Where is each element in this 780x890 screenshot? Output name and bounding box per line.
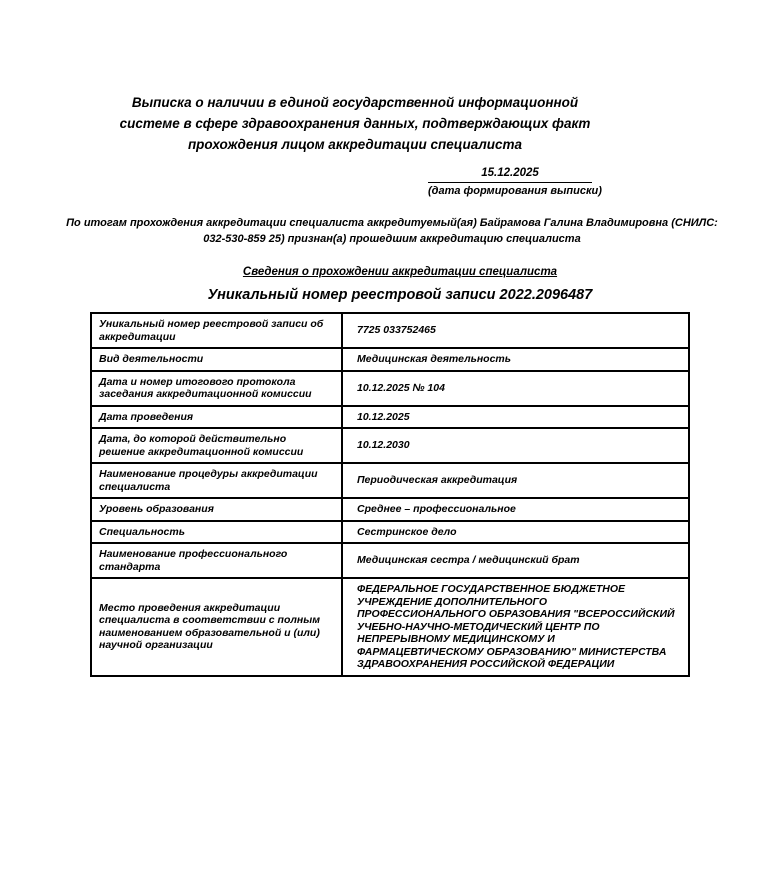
row-label: Дата проведения — [91, 406, 342, 429]
formation-date-value: 15.12.2025 — [481, 167, 539, 179]
document-title-line: системе в сфере здравоохранения данных, подтверждающих факт — [119, 116, 591, 131]
row-value: ФЕДЕРАЛЬНОЕ ГОСУДАРСТВЕННОЕ БЮДЖЕТНОЕ УЧРЕЖДЕНИЕ ДОПОЛНИТЕЛЬНОГО ПРОФЕССИОНАЛЬНОГО ОБРАЗОВАНИЯ "ВСЕРОССИЙСКИЙ УЧЕБНО-НАУЧНО-МЕТОДИЧЕСКИЙ ЦЕНТР ПО НЕПРЕРЫВНОМУ МЕДИЦИНСКОМУ И ФАРМАЦЕВТИЧЕСКОМУ ОБРАЗОВАНИЮ" МИНИСТЕРСТВА ЗДРАВООХРАНЕНИЯ РОССИЙСКОЙ ФЕДЕРАЦИИ — [342, 578, 689, 676]
row-label: Наименование профессионального стандарта — [91, 543, 342, 578]
row-value: 7725 033752465 — [342, 313, 689, 348]
table-row — [91, 406, 689, 429]
formation-date-caption: (дата формирования выписки) — [428, 185, 602, 197]
row-value: Среднее – профессиональное — [342, 498, 689, 521]
row-value: 10.12.2025 № 104 — [342, 371, 689, 406]
section-heading: Сведения о прохождении аккредитации специалиста — [242, 266, 558, 278]
row-label: Уровень образования — [91, 498, 342, 521]
table-row — [91, 428, 689, 463]
table-row — [91, 498, 689, 521]
table-row — [91, 371, 689, 406]
row-value: Периодическая аккредитация — [342, 463, 689, 498]
formation-date-block — [428, 167, 602, 197]
table-row — [91, 543, 689, 578]
intro-line: 032-530-859 25) признан(а) прошедшим аккредитацию специалиста — [203, 232, 581, 245]
row-value: Медицинская деятельность — [342, 348, 689, 371]
row-value: Медицинская сестра / медицинский брат — [342, 543, 689, 578]
document-title-line: прохождения лицом аккредитации специалиста — [187, 137, 523, 152]
document-title-line: Выписка о наличии в единой государственной информационной — [131, 95, 579, 110]
row-label: Место проведения аккредитации специалиста в соответствии с полным наименованием образовательной и (или) научной организации — [91, 578, 342, 676]
row-label: Вид деятельности — [91, 348, 342, 371]
document-title — [55, 92, 655, 155]
formation-date-underline — [428, 182, 592, 183]
intro-line: По итогам прохождения аккредитации специалиста аккредитуемый(ая) Байрамова Галина Владимировна (СНИЛС: — [66, 217, 718, 229]
accreditation-intro-paragraph — [62, 216, 722, 247]
table-row — [91, 313, 689, 348]
table-row — [91, 578, 689, 676]
row-label: Дата и номер итогового протокола заседания аккредитационной комиссии — [91, 371, 342, 406]
row-label: Дата, до которой действительно решение аккредитационной комиссии — [91, 428, 342, 463]
registry-number-heading: Уникальный номер реестровой записи 2022.2096487 — [207, 287, 593, 303]
table-row — [91, 521, 689, 544]
row-label: Наименование процедуры аккредитации специалиста — [91, 463, 342, 498]
row-value: Сестринское дело — [342, 521, 689, 544]
accreditation-table — [90, 312, 690, 677]
row-label: Специальность — [91, 521, 342, 544]
table-row — [91, 463, 689, 498]
row-value: 10.12.2030 — [342, 428, 689, 463]
row-label: Уникальный номер реестровой записи об аккредитации — [91, 313, 342, 348]
row-value: 10.12.2025 — [342, 406, 689, 429]
table-row — [91, 348, 689, 371]
